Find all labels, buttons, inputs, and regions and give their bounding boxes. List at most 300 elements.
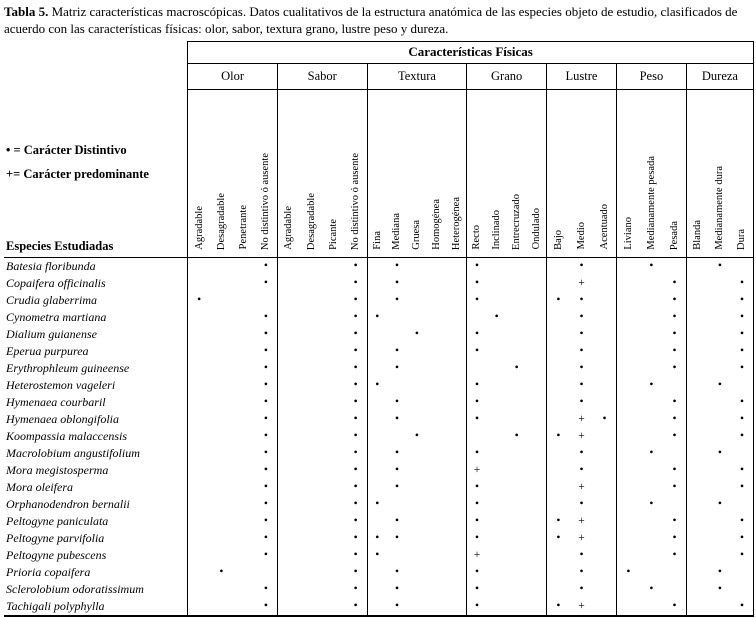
mark-cell (507, 530, 527, 547)
mark-cell (188, 513, 210, 530)
mark-cell (277, 479, 299, 496)
mark-cell (547, 394, 570, 411)
mark-cell: • (394, 514, 400, 527)
mark-cell: • (547, 598, 570, 616)
mark-cell (188, 257, 210, 275)
mark-cell (731, 257, 754, 275)
mark-cell (467, 360, 487, 377)
mark-cell (300, 343, 322, 360)
mark-cell (527, 598, 547, 616)
mark-cell (507, 581, 527, 598)
mark-cell: • (353, 565, 358, 578)
mark-cell (507, 462, 527, 479)
mark-cell (686, 428, 708, 445)
species-row (4, 581, 754, 598)
mark-cell: • (367, 309, 387, 326)
mark-cell (367, 275, 387, 292)
mark-cell (547, 479, 570, 496)
mark-cell (300, 496, 322, 513)
mark-cell (593, 581, 616, 598)
column-header-label: Picante (327, 218, 339, 250)
species-name: Crudia glaberrima (4, 292, 188, 309)
column-header-label: Medianamente dura (714, 166, 726, 250)
mark-cell: • (672, 344, 677, 357)
mark-cell (709, 530, 731, 547)
mark-cell: • (353, 429, 358, 442)
mark-cell (527, 257, 547, 275)
mark-cell: • (263, 480, 268, 493)
mark-cell: • (394, 412, 400, 425)
mark-cell: • (394, 293, 400, 306)
mark-cell (300, 479, 322, 496)
mark-cell (322, 377, 344, 394)
mark-cell (527, 496, 547, 513)
mark-cell (527, 309, 547, 326)
mark-cell (709, 462, 731, 479)
legend-distinctive-character: • = Carácter Distintivo (6, 143, 127, 158)
mark-cell (487, 479, 507, 496)
mark-cell (527, 360, 547, 377)
mark-cell: • (263, 378, 268, 391)
mark-cell (709, 598, 731, 616)
mark-cell (210, 547, 232, 564)
species-name: Orphanodendron bernalii (4, 496, 188, 513)
mark-cell (507, 275, 527, 292)
column-header-dureza-blanda (686, 89, 708, 257)
column-header-label: Blanda (692, 220, 704, 250)
mark-cell (616, 360, 639, 377)
mark-cell (322, 292, 344, 309)
mark-cell (210, 377, 232, 394)
mark-cell (527, 394, 547, 411)
mark-cell: • (672, 412, 677, 425)
mark-cell (407, 479, 427, 496)
mark-cell: • (394, 344, 400, 357)
legend-and-species-header-cell (4, 41, 188, 257)
column-header-label: Medio (575, 222, 587, 250)
mark-cell: • (353, 293, 358, 306)
mark-cell (686, 326, 708, 343)
mark-cell (210, 462, 232, 479)
column-header-textura-homogenea (427, 89, 447, 257)
mark-cell (686, 564, 708, 581)
mark-cell (233, 564, 255, 581)
mark-cell (487, 530, 507, 547)
mark-cell: • (263, 310, 268, 323)
species-row (4, 326, 754, 343)
mark-cell: • (414, 327, 419, 340)
mark-cell (709, 275, 731, 292)
mark-cell: • (649, 582, 654, 595)
mark-cell (300, 360, 322, 377)
mark-cell: + (578, 514, 585, 527)
mark-cell (277, 275, 299, 292)
mark-cell (507, 394, 527, 411)
mark-cell (447, 377, 467, 394)
mark-cell (709, 513, 731, 530)
mark-cell: • (367, 530, 387, 547)
mark-cell (300, 377, 322, 394)
mark-cell (709, 428, 731, 445)
mark-cell (233, 257, 255, 275)
mark-cell: • (467, 445, 487, 462)
column-header-label: Ondulado (530, 208, 542, 250)
mark-cell (188, 326, 210, 343)
mark-cell (507, 377, 527, 394)
mark-cell (407, 411, 427, 428)
column-header-textura-fina (367, 89, 387, 257)
mark-cell (322, 343, 344, 360)
mark-cell (427, 257, 447, 275)
mark-cell: • (263, 531, 268, 544)
mark-cell (300, 292, 322, 309)
mark-cell: • (467, 564, 487, 581)
mark-cell (686, 309, 708, 326)
mark-cell (188, 564, 210, 581)
column-header-textura-heterogenea (447, 89, 467, 257)
mark-cell (367, 257, 387, 275)
mark-cell: • (467, 292, 487, 309)
mark-cell: • (717, 378, 722, 391)
mark-cell: • (514, 361, 519, 374)
mark-cell (210, 275, 232, 292)
mark-cell (547, 275, 570, 292)
mark-cell (322, 428, 344, 445)
mark-cell (616, 292, 639, 309)
mark-cell (616, 462, 639, 479)
mark-cell (277, 496, 299, 513)
mark-cell (322, 445, 344, 462)
column-header-sabor-agradable (277, 89, 299, 257)
legend-predominant-character: += Carácter predominante (6, 167, 149, 182)
mark-cell (210, 343, 232, 360)
mark-cell (593, 377, 616, 394)
mark-cell: • (467, 513, 487, 530)
mark-cell (709, 343, 731, 360)
mark-cell: • (353, 463, 358, 476)
mark-cell: • (672, 276, 677, 289)
mark-cell (322, 275, 344, 292)
mark-cell: • (731, 309, 754, 326)
mark-cell (427, 564, 447, 581)
mark-cell (188, 462, 210, 479)
mark-cell (188, 581, 210, 598)
mark-cell (616, 326, 639, 343)
mark-cell (686, 598, 708, 616)
mark-cell (300, 411, 322, 428)
mark-cell: • (579, 565, 584, 578)
mark-cell (427, 394, 447, 411)
mark-cell (277, 428, 299, 445)
mark-cell (640, 513, 663, 530)
mark-cell: • (579, 446, 584, 459)
mark-cell: • (394, 480, 400, 493)
species-name: Copaifera officinalis (4, 275, 188, 292)
mark-cell (731, 564, 754, 581)
mark-cell: • (467, 530, 487, 547)
mark-cell (300, 564, 322, 581)
mark-cell (487, 598, 507, 616)
mark-cell (640, 530, 663, 547)
mark-cell (616, 343, 639, 360)
mark-cell (709, 479, 731, 496)
mark-cell (233, 428, 255, 445)
table-caption (4, 4, 752, 38)
mark-cell (233, 513, 255, 530)
mark-cell (547, 343, 570, 360)
mark-cell (277, 530, 299, 547)
mark-cell: • (731, 428, 754, 445)
mark-cell (731, 445, 754, 462)
mark-cell (487, 462, 507, 479)
mark-cell (210, 513, 232, 530)
mark-cell: • (672, 429, 677, 442)
mark-cell (547, 377, 570, 394)
mark-cell (686, 394, 708, 411)
mark-cell: • (263, 344, 268, 357)
mark-cell (367, 462, 387, 479)
mark-cell (427, 581, 447, 598)
mark-cell (616, 530, 639, 547)
mark-cell (407, 547, 427, 564)
mark-cell (233, 479, 255, 496)
mark-cell (487, 292, 507, 309)
mark-cell: + (578, 480, 585, 493)
mark-cell: • (353, 514, 358, 527)
mark-cell (447, 496, 467, 513)
species-row (4, 360, 754, 377)
mark-cell: • (353, 446, 358, 459)
mark-cell (487, 326, 507, 343)
column-header-label: Recto (471, 225, 483, 250)
mark-cell (300, 513, 322, 530)
physical-characteristics-header: Características Físicas (188, 41, 754, 63)
mark-cell: • (672, 531, 677, 544)
mark-cell (210, 428, 232, 445)
mark-cell (686, 275, 708, 292)
mark-cell: • (394, 395, 400, 408)
mark-cell (210, 257, 232, 275)
mark-cell: + (467, 547, 487, 564)
mark-cell (593, 462, 616, 479)
group-header-sabor: Sabor (277, 63, 367, 89)
mark-cell (447, 275, 467, 292)
column-header-grano-inclinado (487, 89, 507, 257)
mark-cell (447, 564, 467, 581)
macroscopic-characteristics-matrix (4, 41, 754, 617)
mark-cell: • (367, 547, 387, 564)
mark-cell (663, 564, 686, 581)
mark-cell (593, 275, 616, 292)
mark-cell: • (467, 479, 487, 496)
mark-cell (210, 411, 232, 428)
mark-cell (427, 462, 447, 479)
mark-cell (527, 326, 547, 343)
mark-cell: • (387, 598, 407, 616)
mark-cell (593, 513, 616, 530)
group-header-olor: Olor (188, 63, 278, 89)
mark-cell: • (672, 514, 677, 527)
mark-cell: • (579, 463, 584, 476)
mark-cell (387, 428, 407, 445)
mark-cell (447, 479, 467, 496)
mark-cell: • (263, 497, 268, 510)
mark-cell (487, 513, 507, 530)
mark-cell (300, 598, 322, 616)
mark-cell (188, 360, 210, 377)
mark-cell: • (672, 548, 677, 561)
species-row (4, 598, 754, 616)
mark-cell (527, 581, 547, 598)
mark-cell (593, 428, 616, 445)
mark-cell (427, 496, 447, 513)
mark-cell: • (414, 429, 419, 442)
species-row (4, 411, 754, 428)
mark-cell (277, 462, 299, 479)
mark-cell (407, 496, 427, 513)
column-header-lustre-bajo (547, 89, 570, 257)
mark-cell (210, 479, 232, 496)
mark-cell (616, 377, 639, 394)
species-name: Peltogyne pubescens (4, 547, 188, 564)
mark-cell (233, 394, 255, 411)
species-name: Macrolobium angustifolium (4, 445, 188, 462)
mark-cell: • (263, 514, 268, 527)
mark-cell (387, 547, 407, 564)
mark-cell (593, 547, 616, 564)
mark-cell: • (672, 463, 677, 476)
mark-cell: + (578, 531, 585, 544)
mark-cell: + (578, 412, 585, 425)
mark-cell (277, 513, 299, 530)
mark-cell (527, 479, 547, 496)
mark-cell (640, 564, 663, 581)
mark-cell (527, 377, 547, 394)
mark-cell (233, 581, 255, 598)
mark-cell (407, 309, 427, 326)
mark-cell (447, 343, 467, 360)
column-header-olor-no-distintivo-o-ausente (255, 89, 277, 257)
mark-cell (447, 326, 467, 343)
mark-cell (233, 411, 255, 428)
mark-cell: • (353, 344, 358, 357)
mark-cell (387, 496, 407, 513)
mark-cell: • (394, 446, 400, 459)
mark-cell (527, 445, 547, 462)
mark-cell (507, 292, 527, 309)
mark-cell: • (467, 598, 487, 616)
mark-cell (663, 257, 686, 275)
mark-cell (427, 326, 447, 343)
species-name: Tachigali polyphylla (4, 598, 188, 616)
mark-cell (277, 309, 299, 326)
mark-cell (233, 343, 255, 360)
species-row (4, 275, 754, 292)
mark-cell (188, 275, 210, 292)
mark-cell (407, 564, 427, 581)
species-name: Heterostemon vageleri (4, 377, 188, 394)
mark-cell (322, 479, 344, 496)
mark-cell (277, 547, 299, 564)
column-header-label: Homogénea (431, 199, 443, 250)
column-header-label: Mediana (391, 213, 403, 250)
mark-cell: • (353, 276, 358, 289)
mark-cell: • (353, 548, 358, 561)
mark-cell: • (547, 292, 570, 309)
mark-cell (233, 530, 255, 547)
mark-cell: • (570, 257, 593, 275)
mark-cell: • (467, 377, 487, 394)
mark-cell (487, 257, 507, 275)
mark-cell (300, 326, 322, 343)
mark-cell: • (547, 513, 570, 530)
mark-cell (322, 411, 344, 428)
mark-cell (507, 326, 527, 343)
mark-cell: • (219, 565, 224, 578)
mark-cell: • (467, 411, 487, 428)
mark-cell (210, 581, 232, 598)
mark-cell (447, 513, 467, 530)
mark-cell (322, 360, 344, 377)
species-name: Sclerolobium odoratissimum (4, 581, 188, 598)
mark-cell (447, 309, 467, 326)
mark-cell: • (731, 547, 754, 564)
column-header-grano-recto (467, 89, 487, 257)
mark-cell: • (547, 428, 570, 445)
mark-cell (593, 496, 616, 513)
mark-cell (407, 394, 427, 411)
mark-cell (663, 581, 686, 598)
mark-cell (447, 292, 467, 309)
mark-cell: • (263, 395, 268, 408)
mark-cell (547, 496, 570, 513)
mark-cell (616, 598, 639, 616)
mark-cell: • (731, 598, 754, 616)
mark-cell (367, 394, 387, 411)
mark-cell: • (731, 275, 754, 292)
mark-cell (210, 292, 232, 309)
mark-cell (487, 581, 507, 598)
species-row (4, 428, 754, 445)
mark-cell (367, 428, 387, 445)
mark-cell (322, 394, 344, 411)
mark-cell: + (578, 276, 585, 289)
mark-cell: • (263, 582, 268, 595)
column-header-label: Agradable (283, 206, 295, 250)
mark-cell (593, 564, 616, 581)
mark-cell (547, 581, 570, 598)
mark-cell (507, 445, 527, 462)
mark-cell: • (602, 412, 607, 425)
header-row-main (4, 41, 754, 63)
mark-cell: • (263, 361, 268, 374)
mark-cell: • (263, 548, 268, 561)
mark-cell (367, 360, 387, 377)
table-caption-label: Tabla 5. (4, 4, 49, 19)
mark-cell: • (731, 411, 754, 428)
mark-cell (547, 360, 570, 377)
mark-cell: • (579, 548, 584, 561)
mark-cell (709, 292, 731, 309)
mark-cell: • (731, 462, 754, 479)
mark-cell: • (663, 598, 686, 616)
column-header-label: Medianamente pesada (645, 156, 657, 250)
mark-cell: • (353, 378, 358, 391)
mark-cell (616, 394, 639, 411)
mark-cell (233, 360, 255, 377)
mark-cell: • (263, 327, 268, 340)
species-name: Dialium guianense (4, 326, 188, 343)
